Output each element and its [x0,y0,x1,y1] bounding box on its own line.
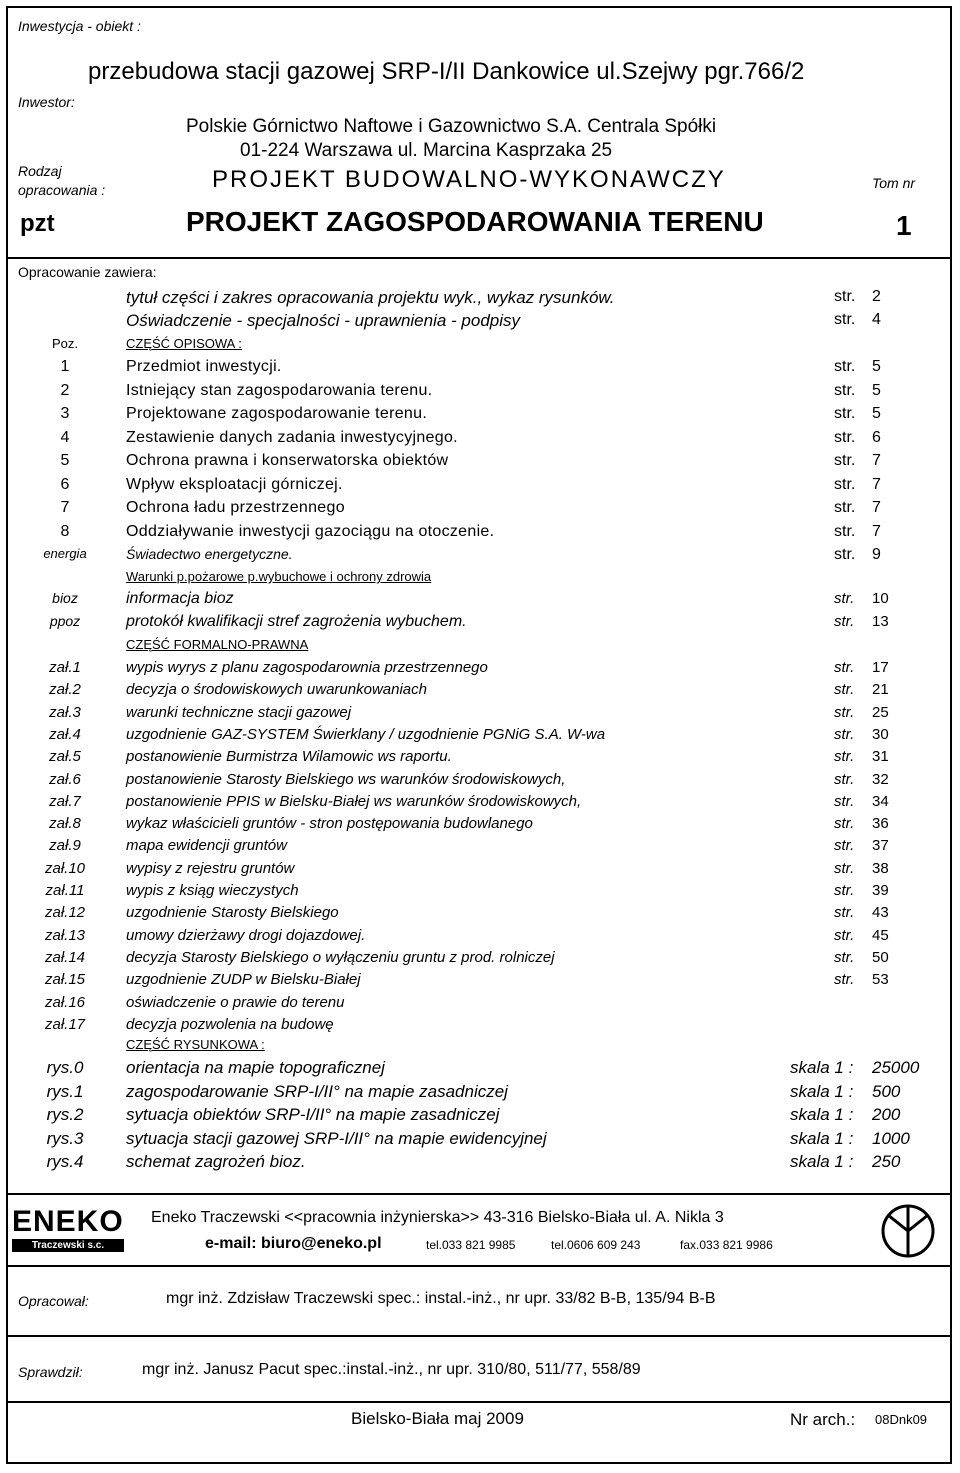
item-number: ppoz [49,613,81,629]
formal-header: CZĘŚĆ FORMALNO-PRAWNA [126,637,309,652]
scale-value: 200 [872,1105,901,1124]
page-prefix: str. [834,792,855,810]
page-number: 5 [872,381,881,399]
company-tel-2: tel.0606 609 243 [551,1238,641,1252]
fire-header-row [0,569,960,591]
page-number: 30 [872,725,889,743]
page-prefix: str. [834,590,855,607]
page-number: 53 [872,971,889,989]
page-prefix: str. [834,948,855,966]
descriptive-row [0,452,960,474]
drawings-header-row [0,1037,960,1059]
item-number: 4 [60,428,70,446]
item-number: rys.1 [46,1081,84,1101]
page-number: 34 [872,792,889,810]
item-text: mapa ewidencji gruntów [126,837,287,855]
page-prefix: str. [834,522,856,540]
page-number: 5 [872,405,881,422]
item-text: postanowienie PPIS w Bielsku-Białej ws warunków środowiskowych, [126,792,582,810]
descriptive-row [0,499,960,521]
item-number: zał.7 [49,792,81,810]
page-prefix: str. [834,613,855,630]
page-prefix: str. [834,288,856,305]
page-prefix: str. [834,904,855,922]
page-number: 13 [872,613,889,630]
formal-row [0,837,960,859]
descriptive-row [0,358,960,380]
ppoz-row [0,613,960,635]
item-number: zał.15 [44,971,86,989]
item-text: Projektowane zagospodarowanie terenu. [126,405,428,422]
item-number: energia [43,546,87,561]
drawing-row [0,1105,960,1127]
formal-row [0,882,960,904]
item-text: warunki techniczne stacji gazowej [126,703,352,721]
logo-subtitle: Traczewski s.c. [12,1239,124,1252]
page-number: 32 [872,770,889,788]
item-number: zał.12 [44,904,86,922]
formal-row [0,771,960,793]
divider-contents [6,1193,952,1195]
page-prefix: str. [834,499,856,516]
item-text: wypis z ksiąg wieczystych [126,882,299,899]
descriptive-header-row [0,336,960,358]
page-number: 5 [872,358,881,375]
formal-row [0,815,960,837]
item-text: Oddziaływanie inwestycji gazociągu na otoczenie. [126,522,495,540]
item-text: Świadectwo energetyczne. [126,546,293,562]
scale-label: skala 1 : [790,1105,854,1124]
formal-row [0,793,960,815]
item-text: postanowienie Burmistrza Wilamowic ws raportu. [126,748,452,766]
page-prefix: str. [834,546,856,563]
item-number: zał.8 [49,815,81,833]
drawings-header: CZĘŚĆ RYSUNKOWA : [126,1037,265,1052]
item-text: wykaz właścicieli gruntów - stron postępowania budowlanego [126,815,533,833]
page-prefix: str. [834,475,856,493]
item-text: Istniejący stan zagospodarowania terenu. [126,381,433,399]
item-number: 2 [60,381,70,399]
investor-line-2: 01-224 Warszawa ul. Marcina Kasprzaka 25 [240,140,613,161]
page-prefix: str. [834,452,856,469]
item-number: zał.16 [44,993,86,1011]
item-text: sytuacja stacji gazowej SRP-I/II° na mapie ewidencyjnej [126,1128,547,1148]
item-number: bioz [52,590,78,606]
investment-title: przebudowa stacji gazowej SRP-I/II Dankowice ul.Szejwy pgr.766/2 [88,58,805,85]
scale-value: 250 [872,1152,901,1171]
descriptive-row [0,523,960,545]
page-prefix: str. [834,837,855,855]
item-text: decyzja pozwolenia na budowę [126,1015,334,1033]
descriptive-row [0,476,960,498]
item-text: schemat zagrożeń bioz. [126,1152,306,1171]
page-prefix: str. [834,311,856,328]
formal-row [0,726,960,748]
item-number: zał.2 [49,681,81,699]
investor-line-1: Polskie Górnictwo Naftowe i Gazownictwo S.A. Centrala Spółki [186,116,717,137]
item-text: decyzja Starosty Bielskiego o wyłączeniu gruntu z prod. rolniczej [126,948,555,966]
formal-row [0,659,960,681]
drawing-row [0,1082,960,1104]
page-prefix: str. [834,770,855,788]
item-number: 6 [60,475,70,493]
item-number: rys.0 [46,1058,84,1077]
item-text: Ochrona prawna i konserwatorska obiektów [126,452,449,469]
item-number: rys.2 [46,1105,84,1124]
document-code: pzt [20,210,55,237]
page-number: 21 [872,681,889,699]
item-text: wypis wyrys z planu zagospodarownia przestrzennego [126,659,488,676]
checked-by: mgr inż. Janusz Pacut spec.:instal.-inż., nr upr. 310/80, 511/77, 558/89 [142,1361,641,1378]
page-prefix: str. [834,815,855,833]
item-number: zał.9 [49,837,81,855]
tom-number: 1 [896,210,912,241]
page-number: 25 [872,703,889,721]
page-number: 36 [872,815,889,833]
place-date: Bielsko-Biała maj 2009 [351,1409,524,1428]
checked-label: Sprawdził: [18,1364,83,1380]
arch-label: Nr arch.: [790,1410,856,1429]
scale-value: 500 [872,1081,901,1101]
page-number: 37 [872,837,889,855]
divider-header [6,257,952,259]
page-number: 10 [872,590,889,607]
item-text: postanowienie Starosty Bielskiego ws warunków środowiskowych, [126,770,566,788]
descriptive-row [0,405,960,427]
investor-label: Inwestor: [18,94,75,110]
page-prefix: str. [834,428,856,446]
page-prefix: str. [834,859,855,877]
arch-number: 08Dnk09 [875,1412,928,1427]
prepared-by: mgr inż. Zdzisław Traczewski spec.: instal.-inż., nr upr. 33/82 B-B, 135/94 B-B [166,1290,716,1307]
page-number: 7 [872,499,881,516]
item-number: zał.11 [45,882,85,899]
item-number: 3 [60,405,70,422]
formal-row [0,927,960,949]
scale-label: skala 1 : [790,1128,854,1148]
item-text: oświadczenie o prawie do terenu [126,993,345,1011]
item-number: zał.1 [49,659,81,676]
fire-header: Warunki p.pożarowe p.wybuchowe i ochrony zdrowia [126,569,432,584]
item-number: 5 [60,452,70,469]
scale-label: skala 1 : [790,1058,854,1077]
page-number: 6 [872,428,881,446]
item-number: zał.3 [49,703,81,721]
formal-row [0,904,960,926]
poz-label: Poz. [52,336,79,351]
formal-row [0,971,960,993]
drawing-row [0,1058,960,1080]
item-number: zał.13 [44,926,86,944]
page-prefix: str. [834,703,855,721]
item-text: Ochrona ładu przestrzennego [126,499,345,516]
page-number: 2 [872,288,881,305]
company-fax: fax.033 821 9986 [680,1238,773,1252]
page-prefix: str. [834,971,855,989]
formal-row [0,681,960,703]
item-number: zał.5 [49,748,81,766]
eneko-logo [12,1207,124,1253]
intro-text: tytuł części i zakres opracowania projektu wyk., wykaz rysunków. [126,288,615,307]
scale-label: skala 1 : [790,1152,854,1171]
item-number: zał.10 [44,859,86,877]
investment-label: Inwestycja - obiekt : [18,18,141,34]
scale-label: skala 1 : [790,1081,854,1101]
item-text: protokół kwalifikacji stref zagrożenia wybuchem. [126,613,467,630]
page-prefix: str. [834,681,855,699]
page-number: 9 [872,546,881,563]
page-prefix: str. [834,926,855,944]
formal-row [0,994,960,1016]
scale-value: 25000 [872,1058,920,1077]
descriptive-row [0,429,960,451]
page-number: 50 [872,948,889,966]
item-text: umowy dzierżawy drogi dojazdowej. [126,926,366,944]
page-number: 31 [872,748,889,766]
item-text: informacja bioz [126,590,234,607]
page-number: 4 [872,311,881,328]
project-type: PROJEKT BUDOWALNO-WYKONAWCZY [212,166,726,193]
item-number: zał.6 [49,770,81,788]
page-prefix: str. [834,882,855,899]
formal-header-row [0,637,960,659]
type-label-1: Rodzaj [18,163,62,179]
page-prefix: str. [834,358,856,375]
item-text: zagospodarowanie SRP-I/II° na mapie zasadniczej [126,1081,508,1101]
page-number: 7 [872,475,881,493]
project-name: PROJEKT ZAGOSPODAROWANIA TERENU [186,206,764,237]
page-number: 7 [872,522,881,540]
item-number: 7 [60,499,70,516]
item-number: 8 [60,522,70,540]
descriptive-header: CZĘŚĆ OPISOWA : [126,336,242,351]
item-number: rys.3 [46,1128,84,1148]
page-prefix: str. [834,405,856,422]
item-number: zał.14 [44,948,86,966]
item-text: decyzja o środowiskowych uwarunkowaniach [126,681,427,699]
intro-row [0,311,960,333]
page-number: 39 [872,882,889,899]
formal-row [0,860,960,882]
item-text: uzgodnienie Starosty Bielskiego [126,904,339,922]
page-number: 7 [872,452,881,469]
page-number: 45 [872,926,889,944]
page-prefix: str. [834,659,855,676]
intro-text: Oświadczenie - specjalności - uprawnienia - podpisy [126,311,521,330]
item-number: rys.4 [46,1152,84,1171]
scale-value: 1000 [872,1128,910,1148]
bioz-row [0,590,960,612]
item-number: 1 [60,358,70,375]
item-text: sytuacja obiektów SRP-I/II° na mapie zasadniczej [126,1105,500,1124]
prepared-label: Opracował: [18,1293,89,1309]
divider-company [6,1265,952,1267]
drawing-row [0,1152,960,1174]
item-number: zał.4 [49,725,81,743]
divider-checked [6,1401,952,1403]
wheel-symbol-icon [880,1203,936,1259]
item-text: uzgodnienie GAZ-SYSTEM Świerklany / uzgodnienie PGNiG S.A. W-wa [126,725,606,743]
item-text: orientacja na mapie topograficznej [126,1058,385,1077]
energy-row [0,546,960,568]
formal-row [0,748,960,770]
page-prefix: str. [834,725,855,743]
item-number: zał.17 [44,1015,86,1033]
company-tel-1: tel.033 821 9985 [426,1238,516,1252]
item-text: Wpływ eksploatacji górniczej. [126,475,343,493]
item-text: Przedmiot inwestycji. [126,358,282,375]
formal-row [0,1016,960,1038]
company-email: e-mail: biuro@eneko.pl [205,1235,382,1252]
tom-label: Tom nr [872,175,916,191]
item-text: uzgodnienie ZUDP w Bielsku-Białej [126,971,361,989]
company-line: Eneko Traczewski <<pracownia inżynierska>> 43-316 Bielsko-Biała ul. A. Nikla 3 [151,1209,724,1226]
divider-prepared [6,1335,952,1337]
descriptive-row [0,382,960,404]
page-number: 17 [872,659,889,676]
formal-row [0,949,960,971]
page-prefix: str. [834,381,856,399]
drawing-row [0,1129,960,1151]
intro-row [0,288,960,310]
page-number: 38 [872,859,889,877]
formal-row [0,704,960,726]
item-text: wypisy z rejestru gruntów [126,859,295,877]
page-prefix: str. [834,748,855,766]
item-text: Zestawienie danych zadania inwestycyjnego. [126,428,458,446]
logo-text: ENEKO [12,1205,124,1238]
page-number: 43 [872,904,889,922]
type-label-2: opracowania : [18,182,106,198]
contents-label: Opracowanie zawiera: [18,264,157,280]
